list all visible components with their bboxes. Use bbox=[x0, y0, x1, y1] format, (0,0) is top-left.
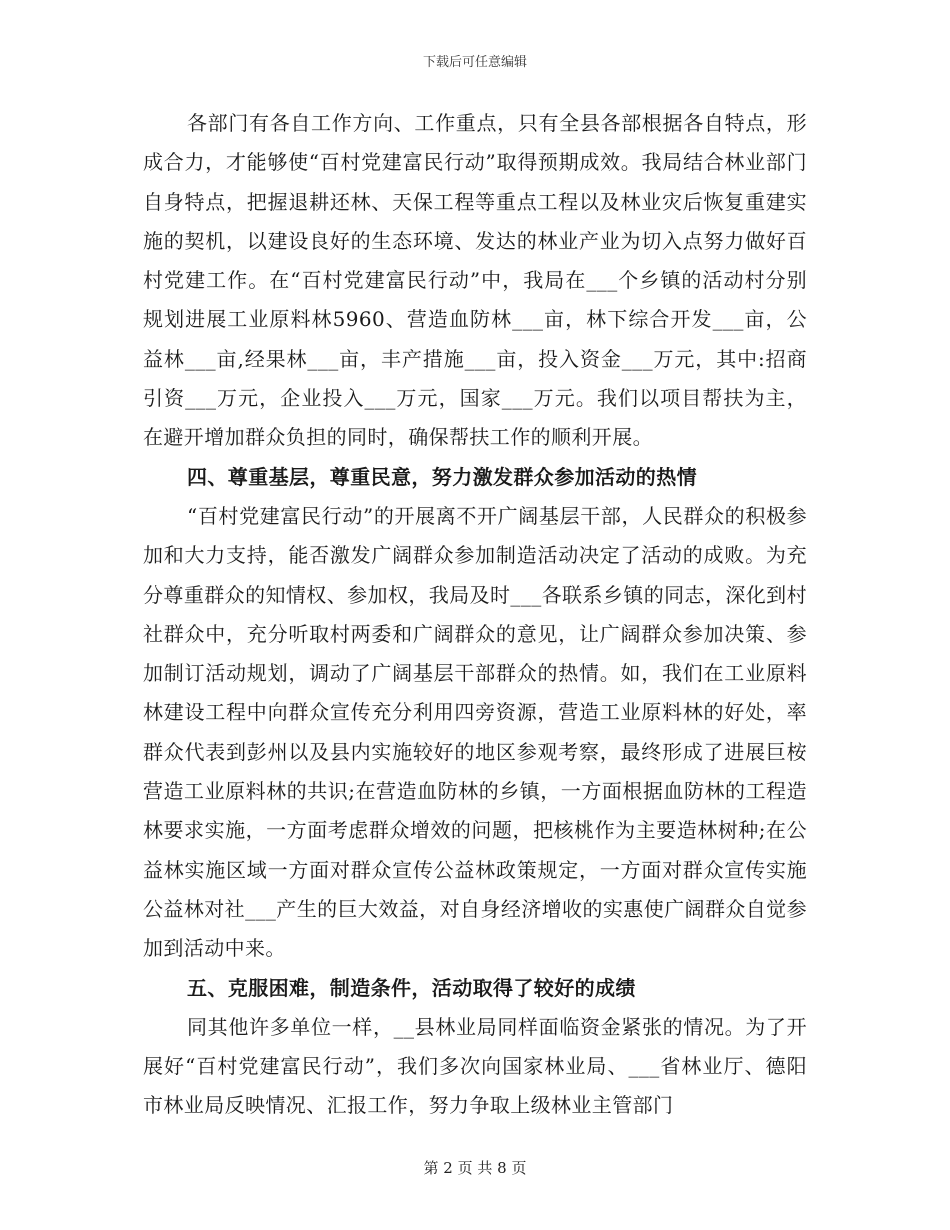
paragraph-project-support: 各部门有各自工作方向、工作重点，只有全县各部根据各自特点，形成合力，才能够使“百村党建富民行动”取得预期成效。我局结合林业部门自身特点，把握退耕还林、天保工程等重点工程以及林业灾后恢复重建实施的契机，以建设良好的生态环境、发达的林业产业为切入点努力做好百村党建工作。在“百村党建富民行动”中，我局在___个乡镇的活动村分别规划进展工业原料林5960、营造血防林___亩，林下综合开发___亩，公益林___亩,经果林___亩，丰产措施___亩，投入资金___万元，其中:招商引资___万元，企业投入___万元，国家___万元。我们以项目帮扶为主，在避开增加群众负担的同时，确保帮扶工作的顺利开展。 bbox=[143, 111, 807, 450]
page-header-note: 下载后可任意编辑 bbox=[422, 55, 527, 70]
paragraph-overcome-difficulties: 同其他许多单位一样，__县林业局同样面临资金紧张的情况。为了开展好“百村党建富民行动”，我们多次向国家林业局、___省林业厅、德阳市林业局反映情况、汇报工作，努力争取上级林业主管部门 bbox=[143, 1014, 807, 1118]
paragraph-respect-grassroots: “百村党建富民行动”的开展离不开广阔基层干部，人民群众的积极参加和大力支持，能否激发广阔群众参加制造活动决定了活动的成败。为充分尊重群众的知情权、参加权，我局及时___各联系乡镇的同志，深化到村社群众中，充分听取村两委和广阔群众的意见，让广阔群众参加决策、参加制订活动规划，调动了广阔基层干部群众的热情。如，我们在工业原料林建设工程中向群众宣传充分利用四旁资源，营造工业原料林的好处，率群众代表到彭州以及县内实施较好的地区参观考察，最终形成了进展巨桉营造工业原料林的共识;在营造血防林的乡镇，一方面根据血防林的工程造林要求实施，一方面考虑群众增效的问题，把核桃作为主要造林树种;在公益林实施区域一方面对群众宣传公益林政策规定，一方面对群众宣传实施公益林对社___产生的巨大效益，对自身经济增收的实惠使广阔群众自觉参加到活动中来。 bbox=[143, 503, 807, 961]
section-heading-5: 五、克服困难，制造条件，活动取得了较好的成绩 bbox=[187, 975, 636, 1000]
page-number-footer: 第 2 页 共 8 页 bbox=[423, 1159, 527, 1177]
document-body bbox=[143, 104, 807, 1126]
section-heading-4: 四、尊重基层，尊重民意，努力激发群众参加活动的热情 bbox=[187, 464, 697, 489]
